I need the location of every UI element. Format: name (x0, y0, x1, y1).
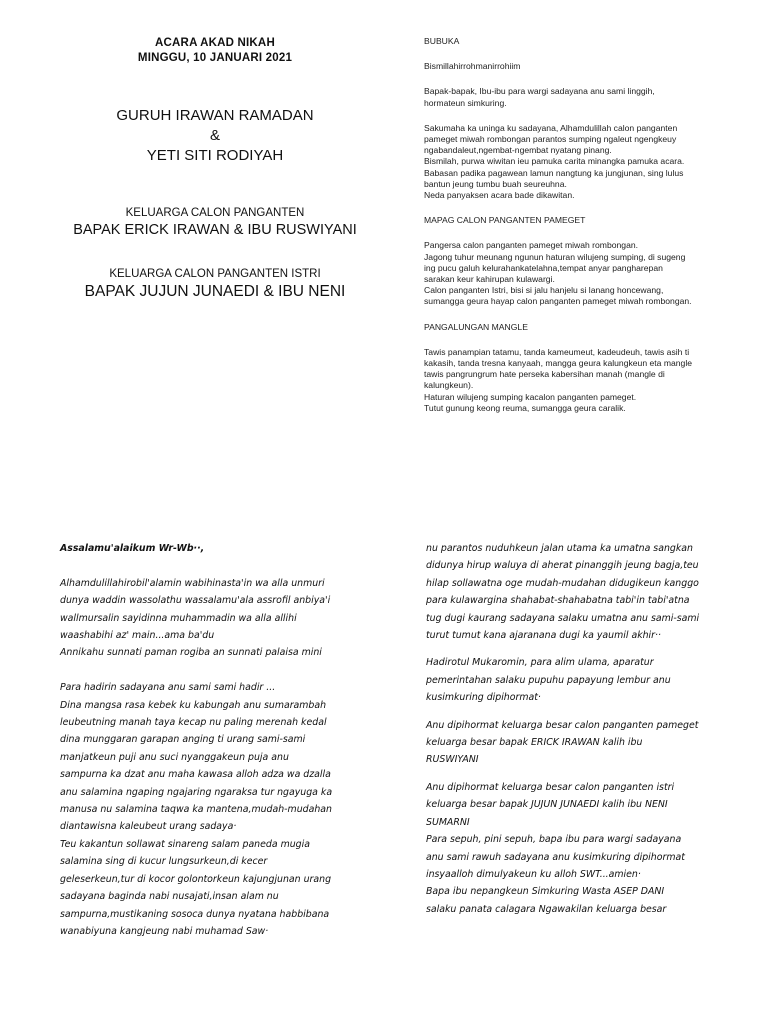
text-line: RUSWIYANI (426, 754, 479, 766)
speech-right-column (426, 540, 744, 918)
text-line: kusimkuring dipihormat· (426, 692, 541, 704)
text-line: Anu dipihormat keluarga besar calon panganten istri (426, 781, 675, 793)
text-line: hilap sollawatna oge mudah-mudahan didugikeun kanggo (426, 577, 699, 589)
section-heading-bubuka: BUBUKA (424, 36, 460, 46)
text-line: Para hadirin sadayana anu sami sami hadir ... (60, 682, 276, 694)
text-line: manusa nu salamina taqwa ka mantena,mudah-mudahan (60, 804, 332, 816)
text-line: Calon panganten Istri, bisi si jalu hanjelu si lanang honcewang, (424, 285, 664, 296)
bride-family-label: KELUARGA CALON PANGANTEN ISTRI (109, 268, 321, 280)
text-line: keluarga besar bapak JUJUN JUNAEDI kalih ibu NENI (426, 799, 668, 811)
text-line: leubeutning manah taya kecap nu paling merenah kedal (60, 717, 327, 729)
text-line: Anu dipihormat keluarga besar calon panganten pameget (426, 719, 699, 731)
text-line: Annikahu sunnati paman rogiba an sunnati palaisa mini (60, 647, 322, 659)
text-line: sarakan keur kahirupan kulawargi. (424, 274, 555, 285)
text-line: Tawis panampian tatamu, tanda kameumeut, kadeudeuh, tawis asih ti (424, 346, 690, 357)
text-line: sumangga geura hayap calon panganten pameget miwah rombongan. (424, 296, 692, 307)
text-line: dunya waddin wassolathu wassalamu'ala assrofil anbiya'i (60, 595, 331, 607)
groom-name: GURUH IRAWAN RAMADAN (116, 107, 314, 124)
text-line: Para sepuh, pini sepuh, bapa ibu para wargi sadayana (426, 834, 682, 846)
speech-left-column (60, 540, 370, 940)
opening-script (424, 36, 744, 414)
text-line: wallmursalin sayidinna muhammadin wa alla allihi (60, 612, 297, 624)
greeting: Assalamu'alaikum Wr-Wb··, (60, 543, 205, 554)
text-line: sampurna,mustikaning sosoca dunya nyatana habbibana (60, 908, 330, 920)
text-line: Neda panyaksen acara bade dikawitan. (424, 190, 575, 201)
text-line: Pangersa calon panganten pameget miwah rombongan. (424, 240, 639, 251)
bride-name: YETI SITI RODIYAH (146, 147, 284, 164)
ceremony-header (60, 36, 370, 302)
text-line: tug dugi kaurang sadayana salaku umatna anu sami-sami (426, 612, 700, 624)
text-line: pameget miwah rombongan parantos sumping ngaleut ngengkeuy (424, 134, 677, 145)
text-line: pemerintahan salaku pupuhu papayung lembur anu (426, 674, 671, 686)
text-line: manjatkeun puji anu suci nyanggakeun puja anu (60, 751, 289, 763)
event-date: MINGGU, 10 JANUARI 2021 (137, 52, 293, 64)
text-line: anu salamina ngaping ngajaring ngaraksa tur ngayuga ka (60, 786, 333, 798)
event-title: ACARA AKAD NIKAH (155, 37, 275, 49)
text-line: sampurna ka dzat anu maha kawasa alloh adza wa dzalla (60, 769, 331, 781)
text-line: hormateun simkuring. (424, 97, 507, 108)
text-line: Babasan padika pagawean lamun nangtung ka jungjunan, sing lulus (424, 167, 684, 178)
text-line: keluarga besar bapak ERICK IRAWAN kalih ibu (426, 737, 643, 749)
text-line: insyaalloh dimulyakeun ku alloh SWT...amien· (426, 868, 641, 880)
text-line: Jagong tuhur meunang ngunun haturan wilujeng sumping, di sugeng (424, 251, 686, 262)
text-line: kalungkeun). (424, 380, 474, 391)
bride-family-name: BAPAK JUJUN JUNAEDI & IBU NENI (84, 283, 346, 300)
text-line: Bismillahirrohmanirrohiim (424, 61, 521, 72)
text-line: Tutut gunung keong reuma, sumangga geura caralik. (424, 402, 626, 413)
text-line: Sakumaha ka uninga ku sadayana, Alhamdulillah calon panganten (424, 122, 678, 133)
text-line: waashabihi az' main...ama ba'du (60, 630, 215, 642)
section-heading-mapag: MAPAG CALON PANGANTEN PAMEGET (424, 215, 586, 226)
text-line: sadayana baginda nabi nusajati,insan alam nu (60, 891, 279, 903)
text-line: tawis pangrungrum hate perseka kabersihan manah (mangle di (424, 369, 665, 380)
groom-family-label: KELUARGA CALON PANGANTEN (125, 207, 305, 219)
text-line: SUMARNI (426, 816, 470, 828)
text-line: didunya hirup waluya di aherat pinanggih jeung bagja,teu (426, 560, 699, 572)
text-line: Hadirotul Mukaromin, para alim ulama, aparatur (426, 657, 654, 669)
text-line: salaku panata calagara Ngawakilan keluarga besar (426, 903, 667, 915)
text-line: ngabandaleut,ngembat-ngembat nyatang pinang. (424, 145, 612, 156)
text-line: salamina sing di kucur lungsurkeun,di kecer (60, 856, 268, 868)
couple-names (60, 106, 370, 166)
text-line: anu sami rawuh sadayana anu kusimkuring dipihormat (426, 851, 685, 863)
text-line: nu parantos nuduhkeun jalan utama ka umatna sangkan (426, 543, 693, 554)
text-line: turut tumut kana ajaranana dugi ka yaumil akhir·· (426, 630, 661, 642)
text-line: para kulawargina shahabat-shahabatna tabi'in tabi'atna (426, 595, 690, 607)
text-line: Alhamdulillahirobil'alamin wabihinasta'in wa alla unmuri (60, 577, 325, 589)
text-line: diantawisna kaleubeut urang sadaya· (60, 821, 237, 833)
section-heading-mangle: PANGALUNGAN MANGLE (424, 321, 528, 332)
text-line: Bapa ibu nepangkeun Simkuring Wasta ASEP DANI (426, 886, 665, 898)
text-line: bantun jeung tumbu buah seureuhna. (424, 178, 567, 189)
groom-family-name: BAPAK ERICK IRAWAN & IBU RUSWIYANI (73, 222, 357, 238)
text-line: geleserkeun,tur di kocor golontorkeun kajungjunan urang (60, 873, 332, 885)
text-line: Dina mangsa rasa kebek ku kabungah anu sumarambah (60, 699, 327, 711)
text-line: Teu kakantun sollawat sinareng salam paneda mugia (60, 838, 310, 850)
text-line: Bapak-bapak, Ibu-ibu para wargi sadayana anu sami linggih, (424, 86, 655, 97)
text-line: wanabiyuna kangjeung nabi muhamad Saw· (60, 925, 269, 937)
ampersand: & (209, 127, 220, 144)
text-line: kakasih, tanda tresna kanyaah, mangga geura kalungkeun eta mangle (424, 358, 693, 369)
text-line: Bismilah, purwa wiwitan ieu pamuka carita minangka pamuka acara. (424, 156, 685, 167)
text-line: Haturan wilujeng sumping kacalon panganten pameget. (424, 391, 637, 402)
text-line: ing pucu galuh kelurahankatelahna,tempat anyar pangharepan (424, 262, 663, 273)
text-line: dina munggaran garapan anging ti urang sami-sami (60, 734, 306, 746)
